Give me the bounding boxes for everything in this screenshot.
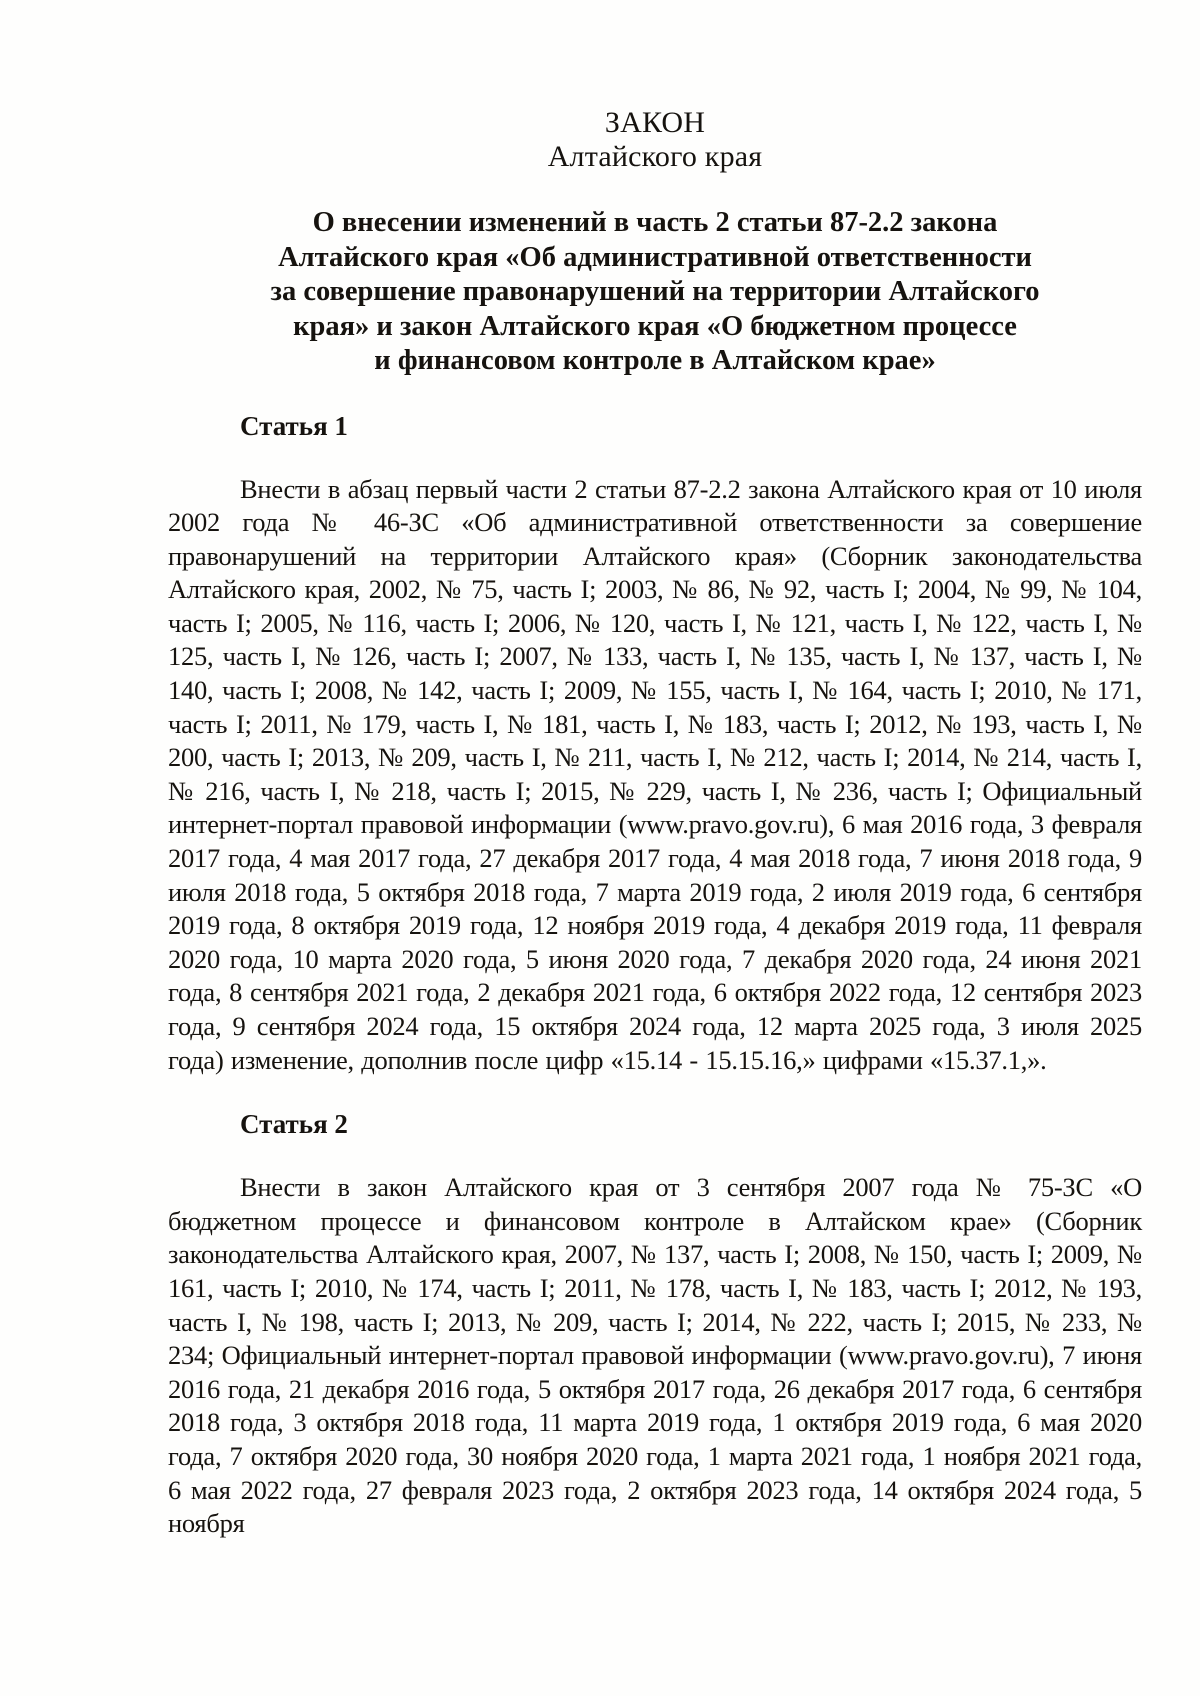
document-header bbox=[168, 106, 1142, 174]
document-title bbox=[168, 206, 1142, 379]
article-2-heading: Статья 2 bbox=[240, 1109, 348, 1140]
article-1 bbox=[168, 409, 1142, 1078]
doc-region-label: Алтайского края bbox=[547, 140, 763, 173]
article-1-heading: Статья 1 bbox=[240, 410, 348, 441]
title-line-4: края» и закон Алтайского края «О бюджетном процессе bbox=[293, 310, 1017, 342]
article-1-paragraph: Внести в абзац первый части 2 статьи 87-2.2 закона Алтайского края от 10 июля 2002 года № 46-ЗС «Об административной ответственности за совершение правонарушений на территории Алтайского края» (Сборник законодательства Алтайского края, 2002, № 75, часть I; 2003, № 86, № 92, часть I; 2004, № 99, № 104, часть I; 2005, № 116, часть I; 2006, № 120, часть I, № 121, часть I, № 122, часть I, № 125, часть I, № 126, часть I; 2007, № 133, часть I, № 135, часть I, № 137, часть I, № 140, часть I; 2008, № 142, часть I; 2009, № 155, часть I, № 164, часть I; 2010, № 171, часть I; 2011, № 179, часть I, № 181, часть I, № 183, часть I; 2012, № 193, часть I, № 200, часть I; 2013, № 209, часть I, № 211, часть I, № 212, часть I; 2014, № 214, часть I, № 216, часть I, № 218, часть I; 2015, № 229, часть I, № 236, часть I; Официальный интернет-портал правовой информации (www.pravo.gov.ru), 6 мая 2016 года, 3 февраля 2017 года, 4 мая 2017 года, 27 декабря 2017 года, 4 мая 2018 года, 7 июня 2018 года, 9 июля 2018 года, 5 октября 2018 года, 7 марта 2019 года, 2 июля 2019 года, 6 сентября 2019 года, 8 октября 2019 года, 12 ноября 2019 года, 4 декабря 2019 года, 11 февраля 2020 года, 10 марта 2020 года, 5 июня 2020 года, 7 декабря 2020 года, 24 июня 2021 года, 8 сентября 2021 года, 2 декабря 2021 года, 6 октября 2022 года, 12 сентября 2023 года, 9 сентября 2024 года, 15 октября 2024 года, 12 марта 2025 года, 3 июля 2025 года) изменение, дополнив после цифр «15.14 - 15.15.16,» цифрами «15.37.1,». bbox=[168, 473, 1142, 1075]
article-2 bbox=[168, 1107, 1142, 1541]
doc-type-label: ЗАКОН bbox=[604, 106, 706, 139]
title-line-2: Алтайского края «Об административной ответственности bbox=[278, 241, 1032, 273]
title-line-1: О внесении изменений в часть 2 статьи 87-2.2 закона bbox=[312, 207, 998, 238]
article-2-paragraph: Внести в закон Алтайского края от 3 сентября 2007 года № 75-ЗС «О бюджетном процессе и финансовом контроле в Алтайском крае» (Сборник законодательства Алтайского края, 2007, № 137, часть I; 2008, № 150, часть I; 2009, № 161, часть I; 2010, № 174, часть I; 2011, № 178, часть I, № 183, часть I; 2012, № 193, часть I, № 198, часть I; 2013, № 209, часть I; 2014, № 222, часть I; 2015, № 233, № 234; Официальный интернет-портал правовой информации (www.pravo.gov.ru), 7 июня 2016 года, 21 декабря 2016 года, 5 октября 2017 года, 26 декабря 2017 года, 6 сентября 2018 года, 3 октября 2018 года, 11 марта 2019 года, 1 октября 2019 года, 6 мая 2020 года, 7 октября 2020 года, 30 ноября 2020 года, 1 марта 2021 года, 1 ноября 2021 года, 6 мая 2022 года, 27 февраля 2023 года, 2 октября 2023 года, 14 октября 2024 года, 5 ноября bbox=[168, 1172, 1142, 1539]
title-line-5: и финансовом контроле в Алтайском крае» bbox=[374, 345, 936, 376]
title-line-3: за совершение правонарушений на территории Алтайского bbox=[270, 276, 1040, 307]
